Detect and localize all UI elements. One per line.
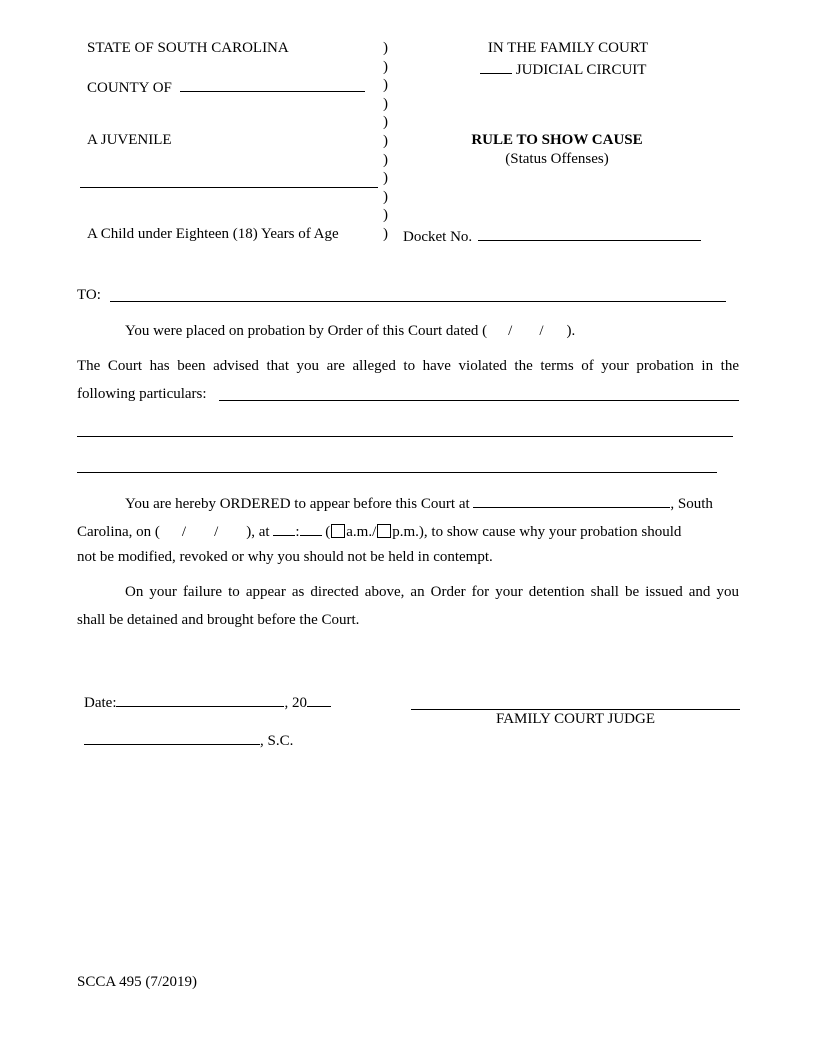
paren: ) xyxy=(383,170,388,187)
juvenile-name-field[interactable] xyxy=(80,187,378,188)
order-line-3: not be modified, revoked or why you should not be held in contempt. xyxy=(77,549,493,565)
document-subtitle: (Status Offenses) xyxy=(505,151,609,167)
date-field[interactable] xyxy=(116,693,284,707)
pm-checkbox[interactable] xyxy=(377,524,391,538)
probation-sentence xyxy=(125,324,575,339)
paren: ) xyxy=(383,58,388,75)
date-slash: / xyxy=(508,323,513,339)
paren: ) xyxy=(383,95,388,112)
judge-signature-line[interactable] xyxy=(411,709,740,710)
paren: ) xyxy=(383,132,388,149)
docket-number-field[interactable] xyxy=(478,227,701,241)
date-slash: / xyxy=(181,524,187,540)
circuit-line xyxy=(480,60,646,78)
docket-line xyxy=(403,227,701,245)
probation-close: ). xyxy=(566,323,576,339)
minute-field[interactable] xyxy=(300,522,322,536)
date-line xyxy=(84,693,331,711)
state-label: STATE OF SOUTH CAROLINA xyxy=(87,40,289,56)
order-line-2 xyxy=(77,522,681,540)
paren: ) xyxy=(383,77,388,94)
county-line xyxy=(87,78,365,96)
sc-suffix: , S.C. xyxy=(260,733,294,749)
year-prefix: , 20 xyxy=(284,695,307,711)
particulars-field-1[interactable] xyxy=(219,400,739,401)
particulars-field-3[interactable] xyxy=(77,472,717,473)
paren: ) xyxy=(383,188,388,205)
failure-line-1: On your failure to appear as directed above, an Order for your detention shall be issued and you xyxy=(125,584,739,600)
child-description: A Child under Eighteen (18) Years of Age xyxy=(87,226,339,242)
juvenile-label: A JUVENILE xyxy=(87,132,172,148)
failure-line-2: shall be detained and brought before the Court. xyxy=(77,612,360,628)
court-label: IN THE FAMILY COURT xyxy=(487,40,649,56)
paren: ) xyxy=(383,114,388,131)
violation-line-1: The Court has been advised that you are alleged to have violated the terms of your probation in the xyxy=(77,358,739,374)
violation-line-2 xyxy=(77,387,207,402)
paren: ) xyxy=(383,40,388,56)
order-at-label: ), at xyxy=(246,524,270,540)
date-label: Date: xyxy=(84,695,117,711)
order-south: , South xyxy=(670,496,713,512)
pm-label: p.m.), to show cause why your probation should xyxy=(392,524,682,540)
open-paren: ( xyxy=(325,524,331,540)
time-colon: : xyxy=(295,524,300,540)
to-field[interactable] xyxy=(110,301,726,302)
to-label: TO: xyxy=(77,287,101,303)
circuit-label: JUDICIAL CIRCUIT xyxy=(515,62,647,78)
circuit-number-field[interactable] xyxy=(480,60,512,74)
county-field[interactable] xyxy=(180,78,365,92)
order-text: You are hereby ORDERED to appear before this Court at xyxy=(125,496,470,512)
am-checkbox[interactable] xyxy=(331,524,345,538)
particulars-label: following particulars: xyxy=(77,386,207,402)
paren: ) xyxy=(383,225,388,242)
particulars-field-2[interactable] xyxy=(77,436,733,437)
form-number: SCCA 495 (7/2019) xyxy=(77,974,198,990)
date-slash: / xyxy=(214,524,219,540)
date-slash: / xyxy=(539,323,544,339)
appearance-location-field[interactable] xyxy=(473,494,670,508)
document-title: RULE TO SHOW CAUSE xyxy=(471,132,643,148)
location-line xyxy=(84,731,293,749)
am-label: a.m./ xyxy=(346,524,377,540)
order-line-1 xyxy=(125,494,713,512)
judge-label: FAMILY COURT JUDGE xyxy=(496,711,655,727)
hour-field[interactable] xyxy=(273,522,295,536)
caption-divider xyxy=(383,41,393,246)
probation-text: You were placed on probation by Order of this Court dated ( xyxy=(125,323,488,339)
county-label: COUNTY OF xyxy=(87,80,172,96)
paren: ) xyxy=(383,207,388,224)
docket-label: Docket No. xyxy=(403,229,473,245)
order-on-label: Carolina, on ( xyxy=(77,524,160,540)
paren: ) xyxy=(383,151,388,168)
year-field[interactable] xyxy=(307,693,331,707)
signing-location-field[interactable] xyxy=(84,731,260,745)
